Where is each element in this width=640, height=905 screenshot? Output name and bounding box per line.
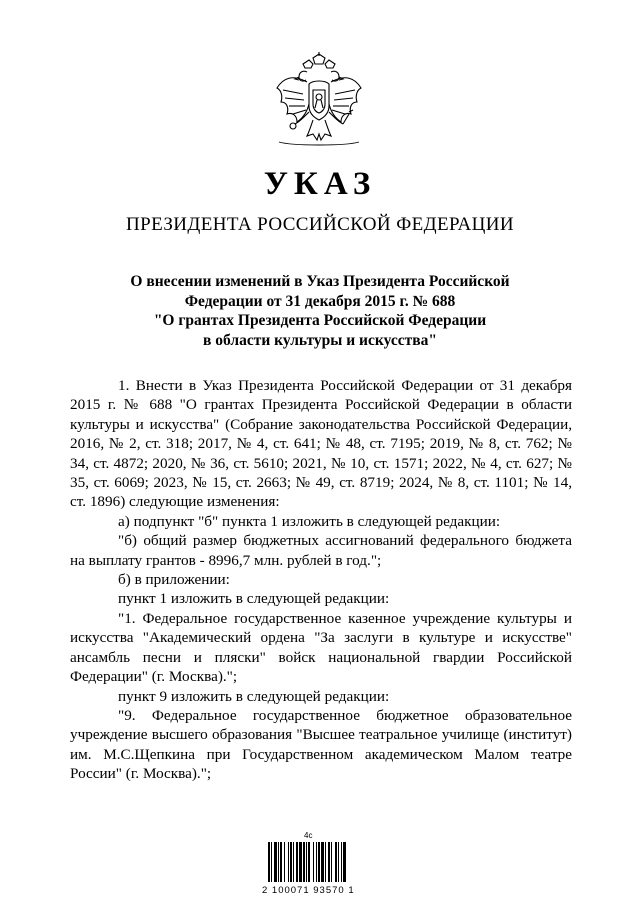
body-paragraph: б) в приложении: [118, 571, 230, 589]
barcode-bar [321, 842, 324, 882]
barcode-icon [266, 842, 380, 886]
barcode-bar [296, 842, 298, 882]
body-paragraph: пункт 9 изложить в следующей редакции: [118, 687, 390, 705]
footer-code: 4с [304, 831, 313, 840]
heading-line: "О грантах Президента Российской Федерации [153, 312, 487, 329]
barcode-bar [280, 842, 282, 882]
barcode-bar [268, 842, 270, 882]
barcode-bar [278, 842, 279, 882]
barcode-bar [274, 842, 277, 882]
barcode-bar [341, 842, 342, 882]
body-paragraph: 1. Внести в Указ Президента Российской Федерации от 31 декабря 2015 г. № 688 "О грантах Президента Российской Федерации в области культуры и искусства" (Собрание законодательства Российской Федерации, 2016, № 2, ст. 318; 2017, № 4, ст. 641; № 48, ст. 7195; 2019, № 8, ст. 762; № 34, ст. 4872; 2020, № 36, ст. 5610; 2021, № 10, ст. 1571; 2022, № 4, ст. 627; № 35, ст. 6069; 2023, № 15, ст. 2663; № 49, ст. 8719; 2024, № 8, ст. 1101; № 14, ст. 1896) следующие изменения: [70, 377, 572, 511]
heading-line: Федерации от 31 декабря 2015 г. № 688 [184, 292, 456, 310]
barcode-bar [316, 842, 317, 882]
barcode-bar [338, 842, 339, 882]
body-paragraph: "б) общий размер бюджетных ассигнований федерального бюджета на выплату грантов - 8996,7 млн. рублей в год."; [70, 532, 572, 569]
barcode-bar [308, 842, 310, 882]
barcode-bar [313, 842, 314, 882]
barcode-bar [325, 842, 326, 882]
barcode-bar [335, 842, 337, 882]
barcode-number: 2 100071 93570 1 [262, 885, 355, 896]
barcode-bar [318, 842, 320, 882]
document-subtitle: ПРЕЗИДЕНТА РОССИЙСКОЙ ФЕДЕРАЦИИ [126, 214, 514, 235]
barcode-bar [290, 842, 292, 882]
barcode-bar [299, 842, 302, 882]
heading-line: в области культуры и искусства" [203, 331, 437, 349]
barcode-bar [303, 842, 305, 882]
document-body [70, 376, 572, 784]
document-title: УКАЗ [263, 166, 377, 202]
barcode-bar [284, 842, 285, 882]
document-heading [0, 272, 640, 350]
barcode-bar [343, 842, 346, 882]
body-paragraph: "1. Федеральное государственное казенное учреждение культуры и искусства "Академический ордена "За заслуги в культуре и искусстве" ансамбль песни и пляски" войск национальной гвардии Российской Федерации" (г. Москва)."; [70, 609, 572, 686]
barcode-bar [306, 842, 307, 882]
barcode-bar [271, 842, 272, 882]
barcode-bar [288, 842, 289, 882]
body-paragraph: "9. Федеральное государственное бюджетное образовательное учреждение высшего образования "Высшее театральное училище (институт) им. М.С.Щепкина при Государственном академическом Малом театре России" (г. Москва)."; [70, 706, 572, 783]
barcode-bar [331, 842, 332, 882]
barcode-bar [328, 842, 330, 882]
body-paragraph: а) подпункт "б" пункта 1 изложить в следующей редакции: [118, 512, 501, 530]
body-paragraph: пункт 1 изложить в следующей редакции: [118, 590, 390, 608]
barcode-bar [293, 842, 294, 882]
heading-line: О внесении изменений в Указ Президента Российской [130, 273, 510, 290]
russian-coat-of-arms-icon [273, 52, 365, 148]
